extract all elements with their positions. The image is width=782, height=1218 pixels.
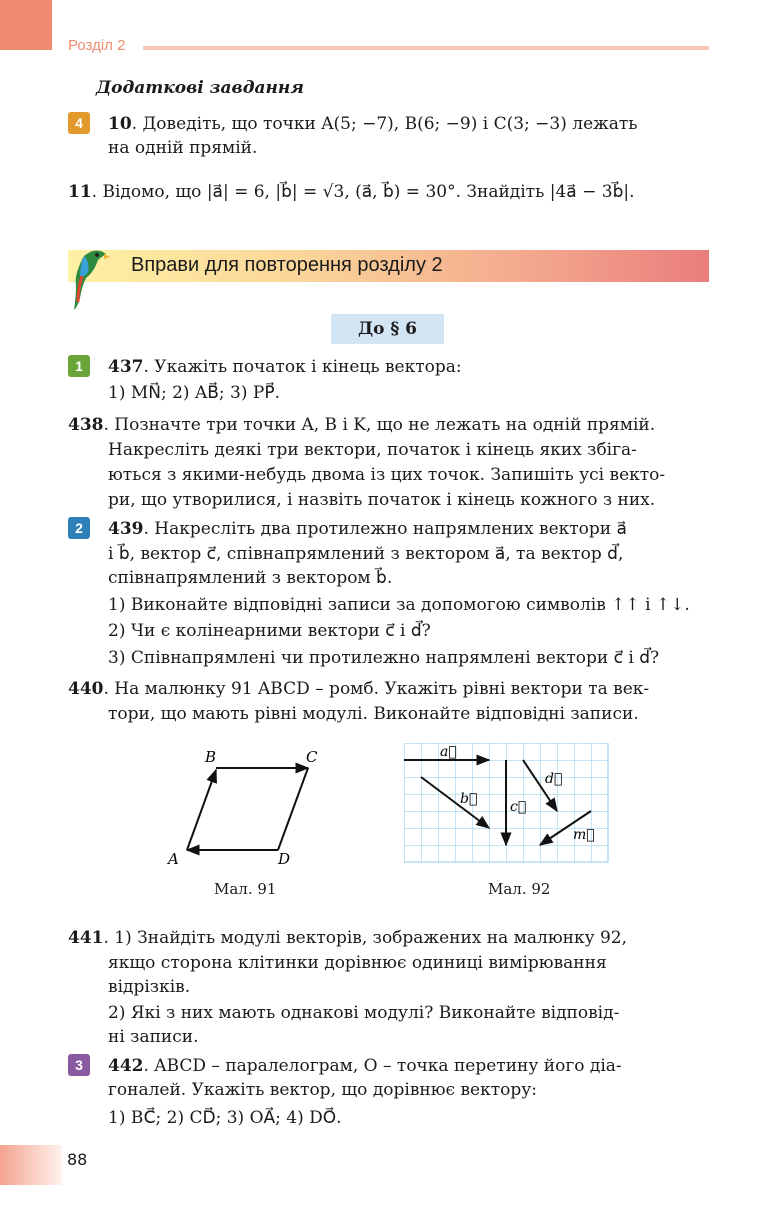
- subsection-label: До § 6: [331, 314, 444, 344]
- task-438-line4: ри, що утворилися, і назвіть початок і кінець кожного з них.: [108, 490, 656, 510]
- task-441-line3: відрізків.: [108, 977, 191, 997]
- task-441-line4: 2) Які з них мають однакові модулі? Виконайте відповід-: [108, 1003, 620, 1023]
- task-10-line2: на одній прямій.: [108, 138, 258, 158]
- vertex-D: D: [278, 850, 291, 868]
- section-title: Додаткові завдання: [96, 78, 304, 98]
- figure-92-grid: [404, 743, 610, 865]
- vector-m-label: m⃗: [573, 827, 595, 843]
- task-439-sub1: 1) Виконайте відповідні записи за допомогою символів ↑↑ і ↑↓.: [108, 595, 690, 615]
- chapter-rule: [143, 46, 709, 50]
- vertex-A: A: [168, 850, 179, 868]
- task-11: 11. Відомо, що |a⃗| = 6, |b⃗| = √3, (a⃗, b⃗) = 30°. Знайдіть |4a⃗ − 3b⃗|.: [68, 182, 635, 202]
- figure-91-caption: Мал. 91: [214, 880, 277, 898]
- task-439-line3: співнапрямлений з вектором b⃗.: [108, 568, 393, 588]
- task-439: 439. Накресліть два протилежно напрямлених вектори a⃗: [108, 519, 627, 539]
- task-438-line2: Накресліть деякі три вектори, початок і кінець яких збіга-: [108, 440, 637, 460]
- bottom-tab: [0, 1145, 62, 1185]
- task-441-line5: ні записи.: [108, 1027, 199, 1047]
- task-10: 10. Доведіть, що точки A(5; −7), B(6; −9) і C(3; −3) лежать: [108, 114, 638, 134]
- vertex-B: B: [205, 748, 217, 766]
- task-442: 442. ABCD – паралелограм, O – точка перетину його діа-: [108, 1056, 622, 1076]
- task-438: 438. Позначте три точки A, B і K, що не лежать на одній прямій.: [68, 415, 656, 435]
- corner-tab: [0, 0, 52, 50]
- figure-91-rhombus: [160, 740, 330, 875]
- chapter-label: Розділ 2: [68, 37, 126, 54]
- task-439-sub2: 2) Чи є колінеарними вектори c⃗ і d⃗?: [108, 621, 431, 641]
- level-3-badge: 3: [68, 1054, 90, 1076]
- level-2-badge: 2: [68, 517, 90, 539]
- task-439-sub3: 3) Співнапрямлені чи протилежно напрямлені вектори c⃗ і d⃗?: [108, 648, 660, 668]
- task-437: 437. Укажіть початок і кінець вектора:: [108, 357, 462, 377]
- vector-a-label: a⃗: [440, 744, 457, 760]
- task-441-line2: якщо сторона клітинки дорівнює одиниці вимірювання: [108, 953, 607, 973]
- task-440: 440. На малюнку 91 ABCD – ромб. Укажіть рівні вектори та век-: [68, 679, 650, 699]
- vertex-C: C: [306, 748, 318, 766]
- task-439-line2: і b⃗, вектор c⃗, співнапрямлений з вектором a⃗, та вектор d⃗,: [108, 544, 624, 564]
- page-number: 88: [67, 1150, 88, 1169]
- task-442-line2: гоналей. Укажіть вектор, що дорівнює вектору:: [108, 1080, 537, 1100]
- vector-d-label: d⃗: [545, 771, 563, 787]
- task-437-options: 1) MN⃗; 2) AB⃗; 3) PP⃗.: [108, 383, 280, 403]
- level-4-badge: 4: [68, 112, 90, 134]
- level-1-badge: 1: [68, 355, 90, 377]
- parrot-icon: [64, 246, 112, 312]
- vector-b-label: b⃗: [460, 791, 478, 807]
- banner-title: Вправи для повторення розділу 2: [131, 254, 443, 276]
- figure-92-caption: Мал. 92: [488, 880, 551, 898]
- task-438-line3: ються з якими-небудь двома із цих точок. Запишіть усі векто-: [108, 465, 666, 485]
- task-442-options: 1) BC⃗; 2) CD⃗; 3) OA⃗; 4) DO⃗.: [108, 1108, 342, 1128]
- task-440-line2: тори, що мають рівні модулі. Виконайте відповідні записи.: [108, 704, 639, 724]
- task-441: 441. 1) Знайдіть модулі векторів, зображених на малюнку 92,: [68, 928, 628, 948]
- vector-c-label: c⃗: [510, 799, 527, 815]
